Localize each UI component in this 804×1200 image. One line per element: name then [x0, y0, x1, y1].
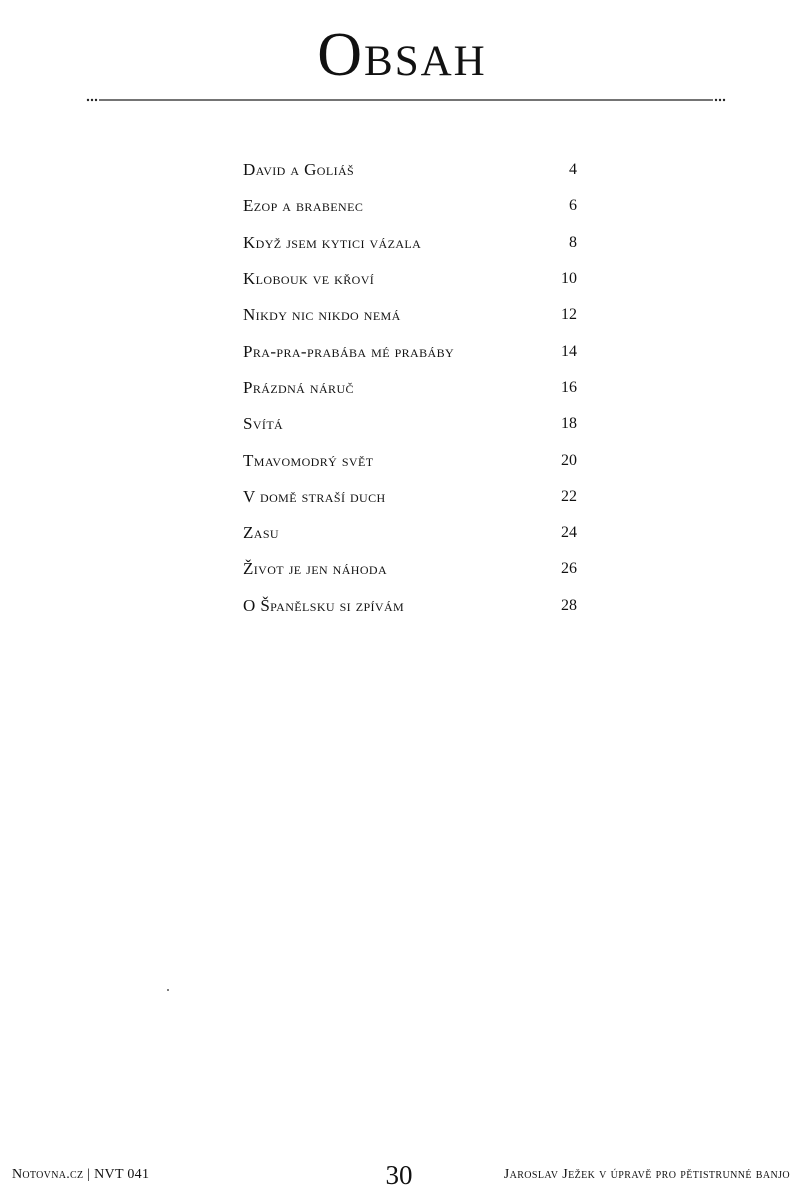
toc-entry-title: O Španělsku si zpívám — [243, 595, 405, 615]
toc-entry[interactable] — [243, 370, 583, 406]
toc-entry-page: 6 — [569, 197, 577, 215]
toc-entry-page: 8 — [569, 233, 577, 251]
page-number-text: 30 — [385, 1160, 413, 1190]
footer-publisher: Notovna.cz | NVT 041 — [12, 1167, 150, 1182]
page-title: Obsah — [317, 21, 487, 89]
toc-entry-page: 12 — [561, 306, 577, 324]
toc-entry-page: 20 — [561, 451, 577, 469]
toc-entry[interactable] — [243, 515, 583, 551]
toc-entry[interactable] — [243, 406, 583, 442]
toc-entry-title: V domě straší duch — [243, 486, 386, 506]
toc-entry-title: Když jsem kytici vázala — [243, 232, 422, 252]
toc-entry[interactable] — [243, 261, 583, 297]
toc-entry[interactable] — [243, 188, 583, 224]
toc-entry-title: Svítá — [243, 414, 284, 434]
toc-entry[interactable] — [243, 588, 583, 624]
toc-entry-title: Prázdná náruč — [243, 377, 354, 397]
toc-entry[interactable] — [243, 152, 583, 188]
toc-entry-title: David a Goliáš — [243, 160, 355, 180]
toc-entry-page: 26 — [561, 560, 577, 578]
toc-entry[interactable] — [243, 442, 583, 478]
toc-entry-page: 24 — [561, 524, 577, 542]
toc-entry-page: 16 — [561, 378, 577, 396]
toc-entry-page: 4 — [569, 161, 577, 179]
toc-entry-page: 14 — [561, 342, 577, 360]
table-of-contents — [243, 152, 583, 624]
toc-entry-title: Zasu — [243, 523, 279, 543]
page-footer — [0, 1160, 804, 1194]
title-divider — [86, 94, 726, 106]
toc-entry-title: Život je jen náhoda — [243, 559, 388, 579]
toc-entry[interactable] — [243, 333, 583, 369]
toc-entry[interactable] — [243, 225, 583, 261]
toc-entry-page: 18 — [561, 415, 577, 433]
toc-entry-title: Pra-pra-prabába mé prabáby — [243, 341, 455, 361]
toc-entry-title: Nikdy nic nikdo nemá — [243, 305, 401, 325]
toc-entry-page: 10 — [561, 270, 577, 288]
toc-entry-title: Tmavomodrý svět — [243, 450, 374, 470]
footer-book-title: Jaroslav Ježek v úpravě pro pětistrunné banjo — [503, 1167, 790, 1182]
toc-entry[interactable] — [243, 479, 583, 515]
toc-entry-title: Ezop a brabenec — [243, 196, 364, 216]
toc-entry[interactable] — [243, 297, 583, 333]
toc-entry-page: 22 — [561, 487, 577, 505]
toc-entry[interactable] — [243, 551, 583, 587]
toc-entry-title: Klobouk ve křoví — [243, 269, 375, 289]
scan-speck — [167, 989, 169, 991]
toc-entry-page: 28 — [561, 596, 577, 614]
